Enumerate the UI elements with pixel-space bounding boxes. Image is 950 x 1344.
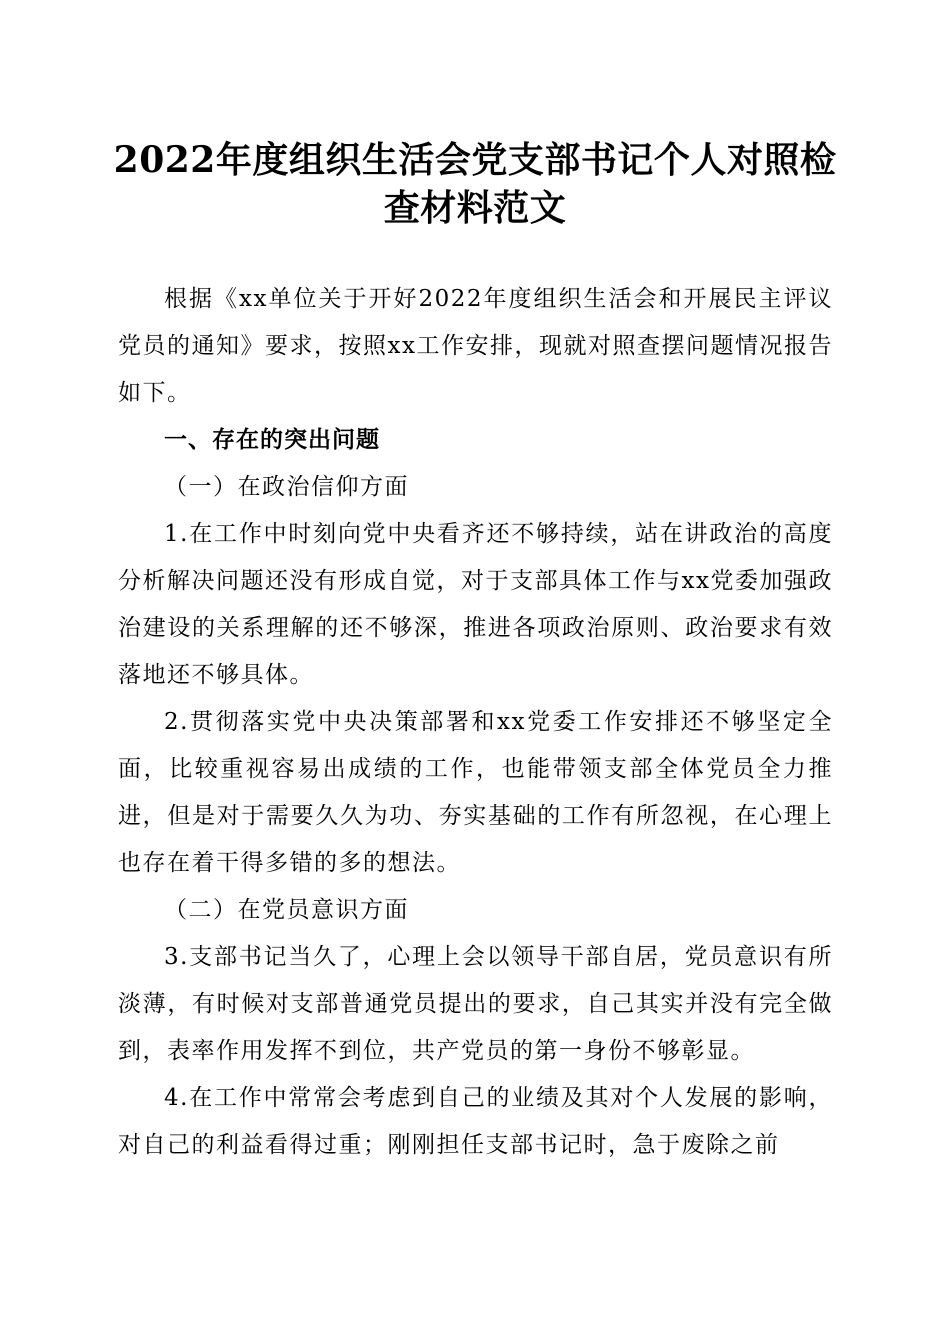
item-paragraph-4: 4.在工作中常常会考虑到自己的业绩及其对个人发展的影响，对自己的利益看得过重；刚刚担任支部书记时，急于废除之前 <box>118 1085 833 1158</box>
intro-paragraph: 根据《xx单位关于开好2022年度组织生活会和开展民主评议党员的通知》要求，按照xx工作安排，现就对照查摆问题情况报告如下。 <box>118 286 833 406</box>
item-paragraph-1: 1.在工作中时刻向党中央看齐还不够持续，站在讲政治的高度分析解决问题还没有形成自觉，对于支部具体工作与xx党委加强政治建设的关系理解的还不够深，推进各项政治原则、政治要求有效落地还不够具体。 <box>118 521 833 688</box>
item-paragraph-3: 3.支部书记当久了，心理上会以领导干部自居，党员意识有所淡薄，有时候对支部普通党员提出的要求，自己其实并没有完全做到，表率作用发挥不到位，共产党员的第一身份不够彰显。 <box>118 944 833 1064</box>
title-line-1: 2022年度组织生活会党支部书记个人对照检 <box>113 139 837 181</box>
subsection-heading-political-belief: （一）在政治信仰方面 <box>164 474 409 500</box>
document-title <box>100 136 850 232</box>
document-body <box>118 276 833 1169</box>
section-heading-problems: 一、存在的突出问题 <box>164 427 380 453</box>
title-line-2: 查材料范文 <box>383 187 567 229</box>
subsection-heading-party-awareness: （二）在党员意识方面 <box>164 897 409 923</box>
item-paragraph-2: 2.贯彻落实党中央决策部署和xx党委工作安排还不够坚定全面，比较重视容易出成绩的工作，也能带领支部全体党员全力推进，但是对于需要久久为功、夯实基础的工作有所忽视，在心理上也存在着干得多错的多的想法。 <box>118 709 833 876</box>
